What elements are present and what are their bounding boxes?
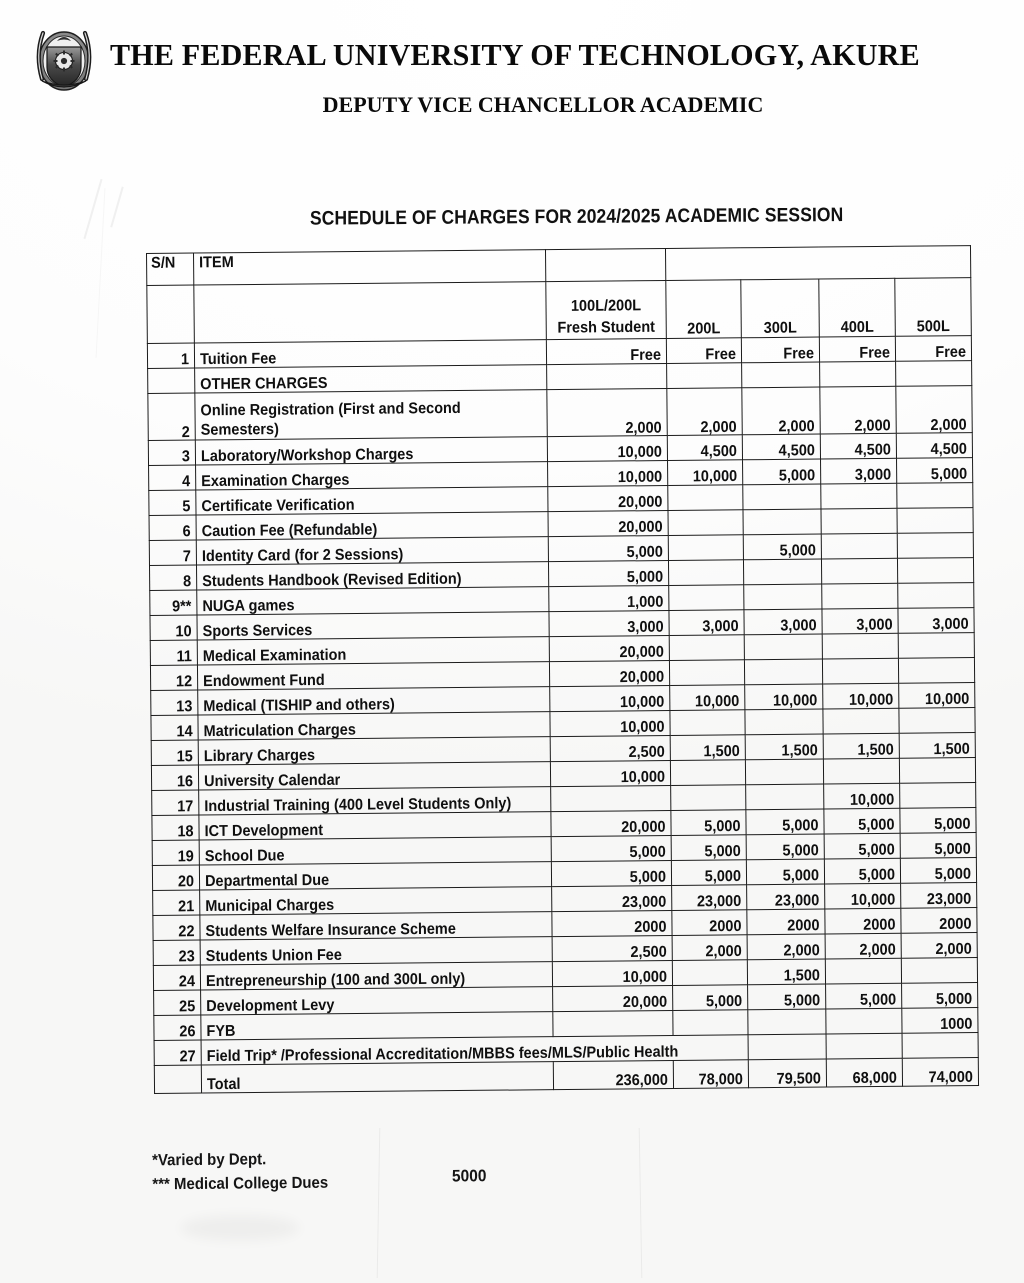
row-300l — [745, 758, 823, 786]
row-sn: 10 — [150, 614, 197, 641]
row-item-line1: Online Registration (First and Second — [200, 399, 461, 420]
row-item: Medical Examination — [197, 636, 549, 666]
row-sn: 1 — [147, 342, 194, 369]
total-500l: 74,000 — [902, 1056, 978, 1087]
row-fresh-student: 20,000 — [548, 510, 668, 538]
row-sn: 11 — [150, 639, 197, 666]
row-300l: 1,500 — [747, 958, 825, 986]
row-400l — [826, 1032, 902, 1060]
row-fresh-student: 10,000 — [547, 435, 667, 463]
row-500l: 23,000 — [901, 882, 977, 910]
row-fresh-student: 20,000 — [551, 809, 671, 837]
row-500l: 3,000 — [898, 607, 974, 635]
row-300l: 2,000 — [742, 385, 820, 437]
row-400l — [821, 557, 897, 585]
row-400l — [822, 657, 898, 685]
row-item: Medical (TISHIP and others) — [198, 686, 550, 716]
row-fresh-student: 20,000 — [549, 659, 669, 687]
row-500l: Free — [895, 335, 971, 363]
row-500l — [897, 507, 973, 535]
row-200l — [668, 484, 743, 512]
row-sn — [148, 367, 195, 394]
column-header-item-blank — [194, 279, 547, 345]
row-500l — [900, 782, 976, 810]
row-sn: 2 — [148, 391, 195, 442]
row-200l — [667, 362, 742, 390]
total-label: Total — [201, 1061, 553, 1095]
row-300l — [744, 658, 822, 686]
row-400l: 10,000 — [823, 682, 899, 710]
fresh-header-line2: Fresh Student — [557, 318, 656, 337]
row-400l — [821, 532, 897, 560]
row-fresh-student: 2000 — [552, 909, 672, 937]
row-200l: 2000 — [672, 909, 747, 937]
row-200l: Free — [666, 337, 741, 365]
row-300l — [744, 633, 822, 661]
row-300l: 2,000 — [747, 933, 825, 961]
row-item: Students Welfare Insurance Scheme — [200, 911, 552, 941]
column-header-500l: 500L — [895, 275, 972, 338]
footnote-medical-college-dues: *** Medical College Dues — [152, 1173, 329, 1194]
row-sn: 5 — [149, 489, 196, 516]
row-fresh-student: 23,000 — [552, 884, 672, 912]
row-fresh-student: 20,000 — [549, 634, 669, 662]
row-500l — [898, 632, 974, 660]
row-400l — [822, 632, 898, 660]
row-400l: Free — [819, 335, 895, 363]
office-subtitle: DEPUTY VICE CHANCELLOR ACADEMIC — [322, 92, 764, 117]
column-header-spacer-fresh — [545, 247, 665, 283]
row-400l: 2,000 — [820, 384, 896, 435]
row-200l — [673, 1009, 748, 1037]
row-200l: 10,000 — [668, 459, 743, 487]
row-400l: 5,000 — [824, 832, 900, 860]
row-400l — [825, 957, 901, 985]
row-400l: 1,500 — [823, 732, 899, 760]
row-fresh-student — [553, 1009, 673, 1037]
row-500l: 10,000 — [899, 682, 975, 710]
row-400l: 4,500 — [820, 432, 896, 460]
table-head — [147, 246, 972, 344]
row-300l: 5,000 — [743, 458, 821, 486]
row-400l: 5,000 — [824, 807, 900, 835]
row-400l — [820, 360, 896, 388]
row-sn: 18 — [152, 814, 199, 841]
row-200l: 5,000 — [671, 809, 746, 837]
row-fresh-student: 5,000 — [548, 535, 668, 563]
row-500l — [901, 957, 977, 985]
row-500l: 5,000 — [900, 807, 976, 835]
schedule-title: SCHEDULE OF CHARGES FOR 2024/2025 ACADEMIC SESSION — [309, 203, 844, 230]
row-500l: 1,500 — [899, 732, 975, 760]
row-fresh-student: 2,000 — [547, 387, 667, 439]
fresh-header-line1: 100L/200L — [570, 297, 642, 316]
column-header-item: ITEM — [193, 248, 545, 286]
row-300l: Free — [741, 336, 819, 364]
row-300l: 10,000 — [745, 683, 823, 711]
row-300l — [746, 783, 824, 811]
row-300l — [748, 1033, 826, 1061]
row-sn: 21 — [153, 889, 200, 916]
scan-crease-artifact — [110, 187, 123, 228]
row-200l: 2,000 — [667, 386, 742, 437]
row-200l — [668, 534, 743, 562]
row-500l: 2000 — [901, 907, 977, 935]
row-200l — [668, 559, 743, 587]
row-fresh-student: 10,000 — [552, 959, 672, 987]
row-400l: 10,000 — [825, 882, 901, 910]
row-400l — [826, 1007, 902, 1035]
row-400l: 10,000 — [824, 782, 900, 810]
row-500l: 2,000 — [896, 384, 972, 435]
row-item: Departmental Due — [199, 861, 551, 891]
column-header-fresh-student — [546, 278, 667, 342]
row-sn: 14 — [151, 714, 198, 741]
row-sn: 24 — [153, 964, 200, 991]
row-sn: 13 — [151, 689, 198, 716]
row-400l: 5,000 — [826, 982, 902, 1010]
row-sn: 26 — [154, 1014, 201, 1041]
scan-smudge-artifact — [180, 1215, 300, 1241]
row-500l — [897, 532, 973, 560]
row-500l: 5,000 — [900, 857, 976, 885]
row-200l: 5,000 — [671, 859, 746, 887]
row-fresh-student: 5,000 — [551, 859, 671, 887]
row-item: Entrepreneurship (100 and 300L only) — [200, 961, 552, 991]
row-fresh-student: 5,000 — [551, 834, 671, 862]
row-fresh-student: 20,000 — [548, 485, 668, 513]
row-item: Sports Services — [197, 611, 549, 641]
row-400l — [821, 482, 897, 510]
footnote-value: 5000 — [451, 1167, 487, 1186]
row-200l — [669, 584, 744, 612]
row-200l: 2,000 — [672, 934, 747, 962]
row-sn: 19 — [152, 839, 199, 866]
row-300l — [743, 508, 821, 536]
column-header-300l: 300L — [741, 277, 820, 340]
row-200l: 1,500 — [670, 734, 745, 762]
table-row — [148, 386, 972, 441]
row-500l: 5,000 — [896, 457, 972, 485]
row-item: Tuition Fee — [194, 339, 546, 369]
row-300l — [743, 558, 821, 586]
row-400l: 2,000 — [825, 932, 901, 960]
row-400l: 5,000 — [824, 857, 900, 885]
row-500l — [902, 1032, 978, 1060]
row-400l: 2000 — [825, 907, 901, 935]
row-fresh-student: 10,000 — [550, 684, 670, 712]
row-500l — [897, 482, 973, 510]
row-500l — [897, 557, 973, 585]
row-sn: 17 — [152, 789, 199, 816]
row-400l — [823, 757, 899, 785]
footnote-varied-by-dept: *Varied by Dept. — [151, 1150, 267, 1170]
university-title: THE FEDERAL UNIVERSITY OF TECHNOLOGY, AKURE — [110, 37, 920, 72]
row-300l: 5,000 — [748, 983, 826, 1011]
row-300l: 23,000 — [747, 883, 825, 911]
row-sn: 15 — [151, 739, 198, 766]
row-200l — [671, 784, 746, 812]
row-fresh-student: 10,000 — [548, 460, 668, 488]
table-header-row-levels — [147, 278, 972, 344]
row-300l: 3,000 — [744, 608, 822, 636]
row-sn: 4 — [149, 464, 196, 491]
row-500l — [899, 757, 975, 785]
row-item: Development Levy — [201, 986, 553, 1016]
row-fresh-student: 2,500 — [552, 934, 672, 962]
charges-table-container — [146, 245, 978, 1094]
row-item: FYB — [201, 1011, 553, 1041]
row-sn: 7 — [149, 539, 196, 566]
row-item: NUGA games — [197, 586, 549, 616]
row-item: Caution Fee (Refundable) — [196, 511, 548, 541]
row-item: Students Union Fee — [200, 936, 552, 966]
row-300l — [744, 583, 822, 611]
row-200l — [669, 634, 744, 662]
column-header-200l: 200L — [666, 277, 742, 340]
row-500l: 4,500 — [896, 432, 972, 460]
row-200l: 5,000 — [673, 984, 748, 1012]
total-400l: 68,000 — [826, 1057, 902, 1088]
row-200l — [669, 659, 744, 687]
row-200l: 4,500 — [667, 434, 742, 462]
total-fresh-student: 236,000 — [553, 1059, 673, 1090]
row-300l — [745, 708, 823, 736]
row-item: Examination Charges — [196, 461, 548, 491]
row-200l — [668, 509, 743, 537]
row-400l: 3,000 — [820, 457, 896, 485]
row-200l: 23,000 — [672, 884, 747, 912]
row-item: Endowment Fund — [197, 661, 549, 691]
row-item: OTHER CHARGES — [195, 364, 547, 394]
row-item: Field Trip* /Professional Accreditation/MBBS fees/MLS/Public Health — [201, 1034, 748, 1066]
row-item: Municipal Charges — [200, 886, 552, 916]
row-500l — [898, 657, 974, 685]
scan-crease-artifact — [83, 179, 102, 239]
row-fresh-student — [551, 784, 671, 812]
row-item: Students Handbook (Revised Edition) — [196, 561, 548, 591]
row-item: Library Charges — [198, 736, 550, 766]
row-fresh-student: 20,000 — [553, 984, 673, 1012]
row-fresh-student: 10,000 — [550, 759, 670, 787]
row-item: Identity Card (for 2 Sessions) — [196, 536, 548, 566]
row-item: Industrial Training (400 Level Students Only) — [199, 786, 551, 816]
row-sn: 8 — [149, 564, 196, 591]
row-300l: 2000 — [747, 908, 825, 936]
row-400l — [821, 507, 897, 535]
scan-crease-artifact — [96, 188, 106, 358]
row-sn: 20 — [152, 864, 199, 891]
row-sn: 23 — [153, 939, 200, 966]
row-400l — [822, 582, 898, 610]
row-sn: 9** — [150, 589, 197, 616]
row-item: School Due — [199, 836, 551, 866]
row-300l: 5,000 — [746, 808, 824, 836]
row-sn: 3 — [148, 439, 195, 466]
row-item: ICT Development — [199, 811, 551, 841]
row-200l — [672, 959, 747, 987]
row-500l: 5,000 — [900, 832, 976, 860]
row-400l — [823, 707, 899, 735]
row-200l: 3,000 — [669, 609, 744, 637]
row-item: Certificate Verification — [196, 486, 548, 516]
row-fresh-student: Free — [546, 338, 666, 366]
row-300l: 5,000 — [746, 858, 824, 886]
row-sn: 25 — [154, 989, 201, 1016]
column-header-400l: 400L — [819, 276, 896, 339]
row-300l: 5,000 — [746, 833, 824, 861]
row-sn: 12 — [150, 664, 197, 691]
row-fresh-student: 3,000 — [549, 609, 669, 637]
footnotes — [152, 1145, 852, 1200]
table-total-values-row — [154, 1058, 978, 1094]
row-fresh-student: 1,000 — [549, 584, 669, 612]
row-500l — [896, 360, 972, 388]
row-sn: 22 — [153, 914, 200, 941]
total-300l: 79,500 — [748, 1058, 826, 1089]
row-300l: 5,000 — [743, 533, 821, 561]
row-300l — [743, 483, 821, 511]
row-200l: 5,000 — [671, 834, 746, 862]
total-sn-blank — [154, 1064, 201, 1095]
row-300l: 1,500 — [745, 733, 823, 761]
row-500l: 1000 — [902, 1007, 978, 1035]
row-500l: 5,000 — [902, 982, 978, 1010]
row-300l — [748, 1008, 826, 1036]
row-item — [195, 388, 547, 442]
row-500l — [898, 582, 974, 610]
row-300l: 4,500 — [742, 433, 820, 461]
column-header-sn: S/N — [146, 252, 193, 287]
row-500l — [899, 707, 975, 735]
row-item: Laboratory/Workshop Charges — [195, 436, 547, 466]
university-crest-icon — [33, 21, 95, 93]
row-500l: 2,000 — [901, 932, 977, 960]
row-fresh-student: 2,500 — [550, 734, 670, 762]
row-item: University Calendar — [198, 761, 550, 791]
row-200l — [670, 709, 745, 737]
row-sn: 16 — [151, 764, 198, 791]
column-header-sn-blank — [147, 283, 195, 346]
table-body — [147, 336, 978, 1094]
schedule-of-charges-table — [146, 245, 979, 1094]
row-sn: 27 — [154, 1039, 201, 1066]
row-item-line2: Semesters) — [200, 420, 279, 440]
row-fresh-student: 10,000 — [550, 709, 670, 737]
row-sn: 6 — [149, 514, 196, 541]
row-item: Matriculation Charges — [198, 711, 550, 741]
row-200l — [670, 759, 745, 787]
row-fresh-student: 5,000 — [548, 559, 668, 587]
row-400l: 3,000 — [822, 607, 898, 635]
total-200l: 78,000 — [673, 1059, 748, 1090]
row-200l: 10,000 — [670, 684, 745, 712]
row-300l — [742, 361, 820, 389]
